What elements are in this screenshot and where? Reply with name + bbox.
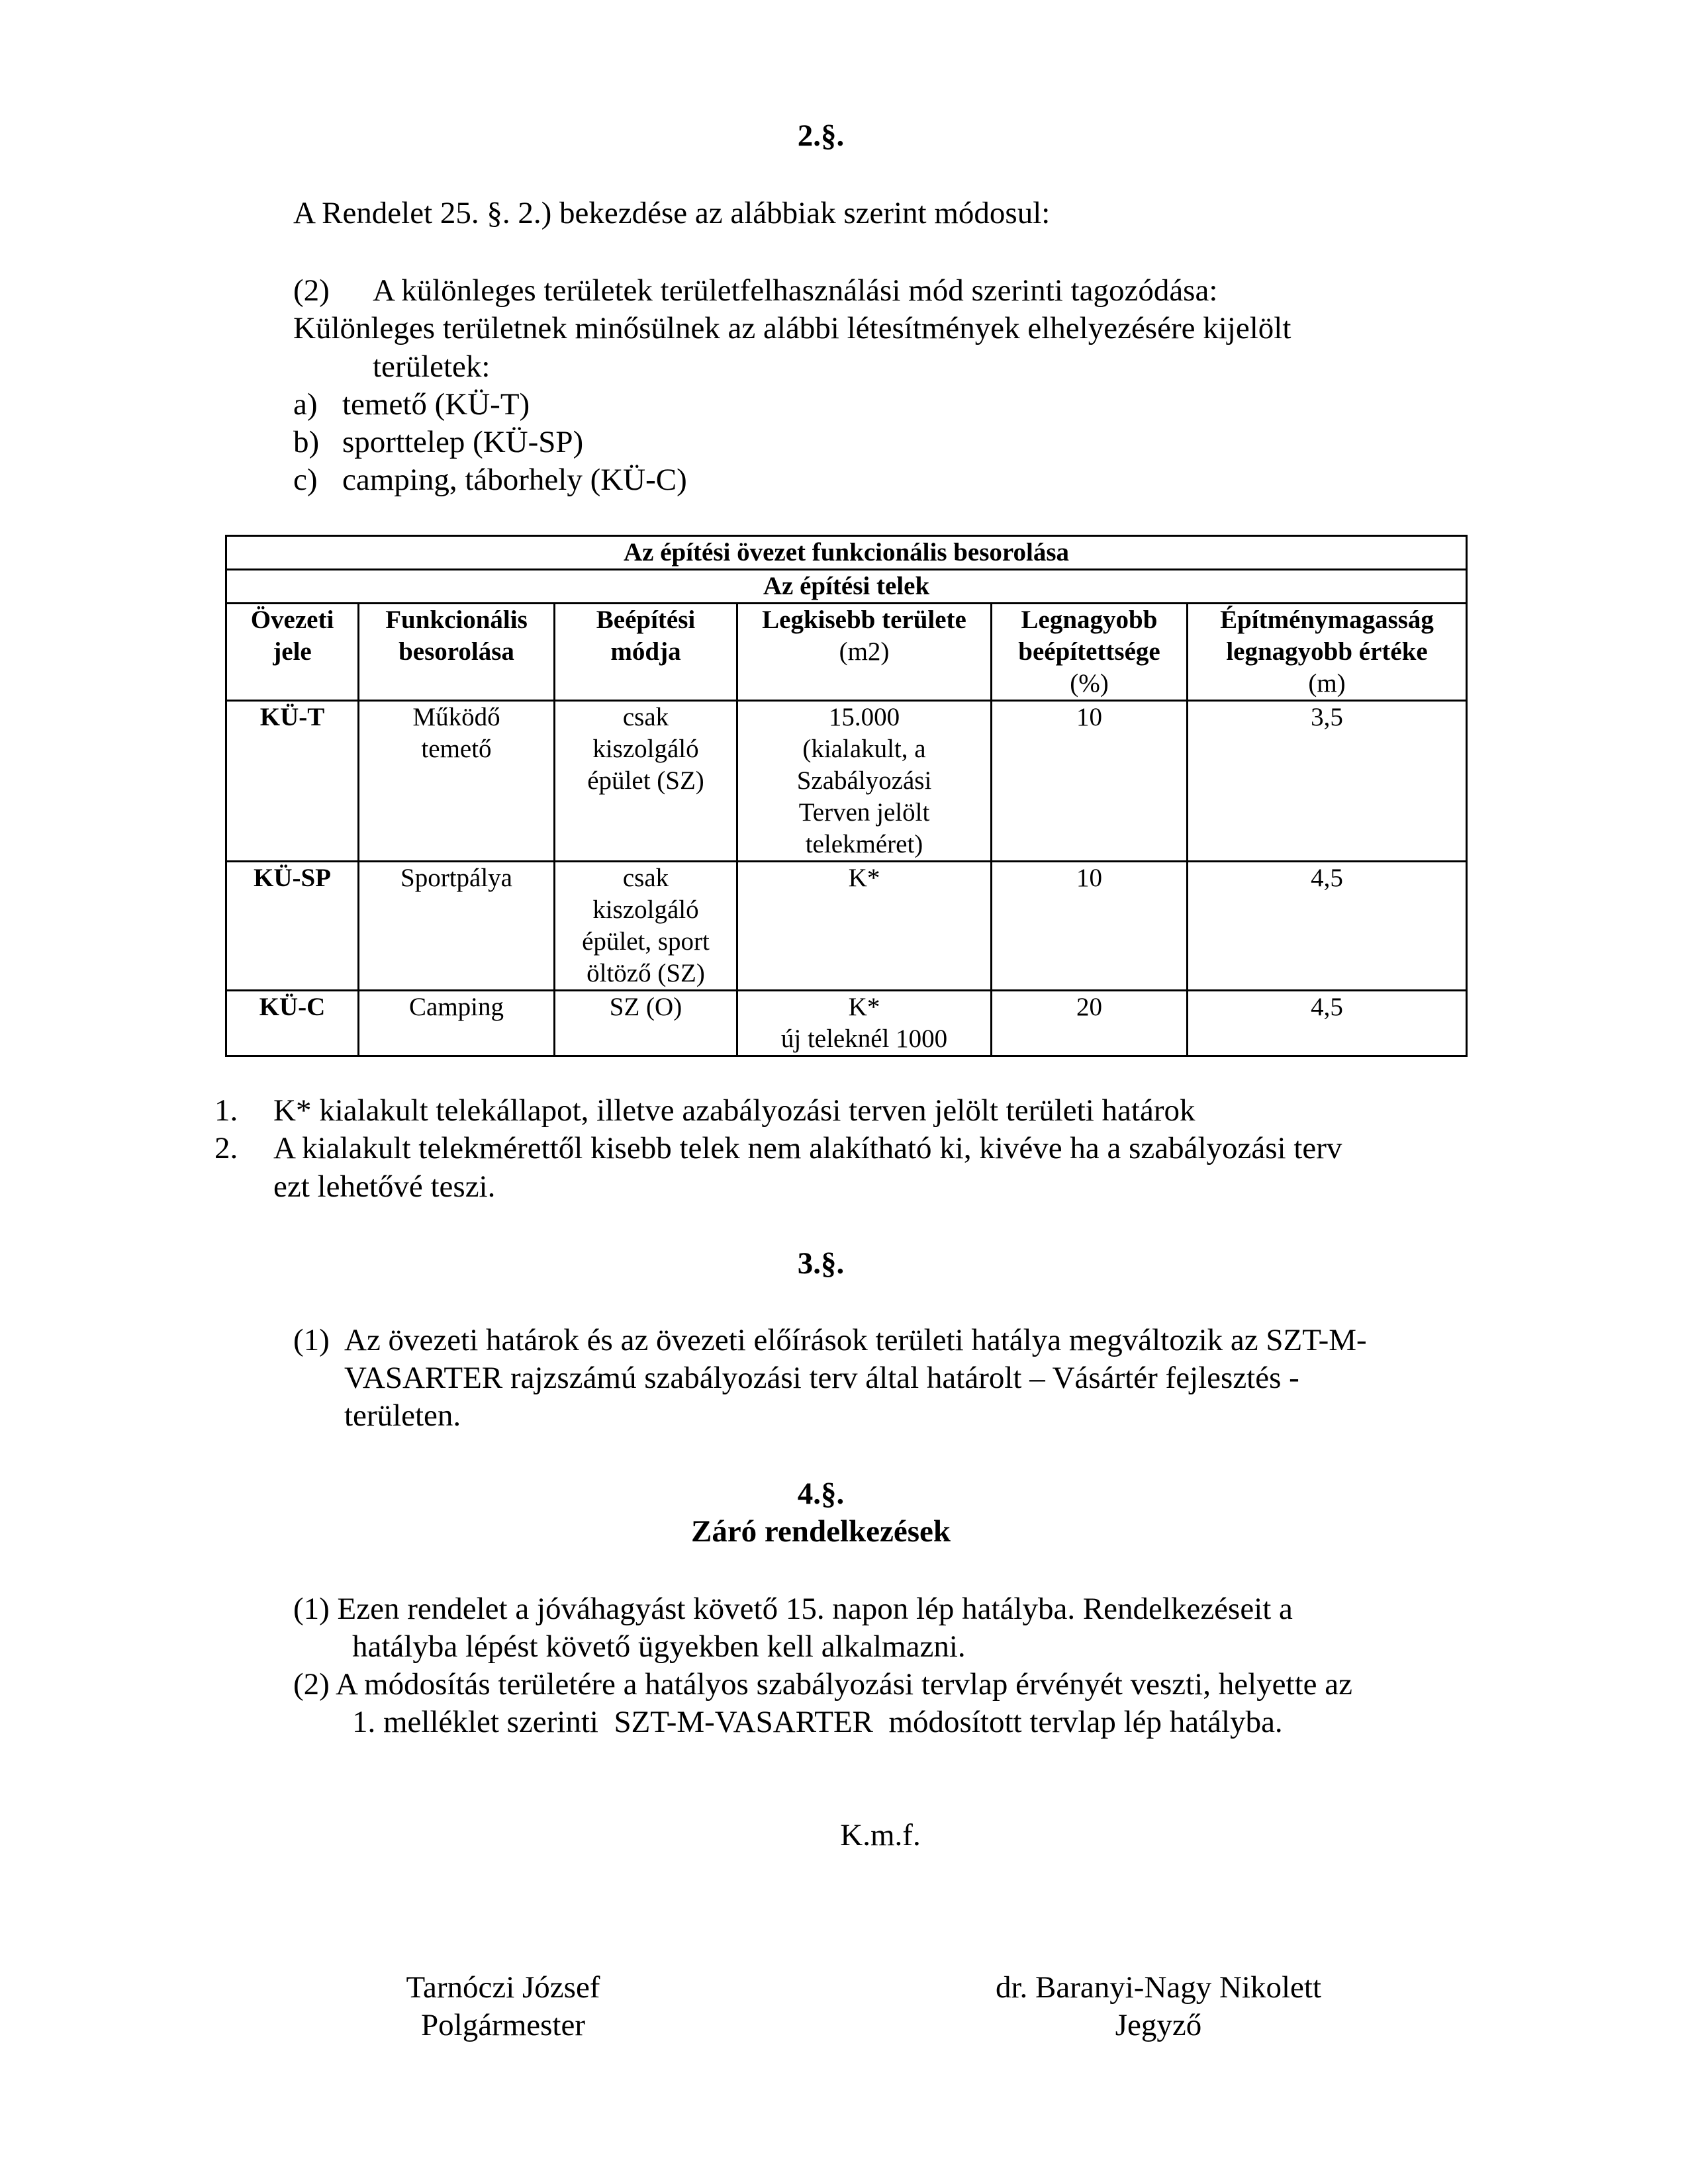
min-area-cell: K* [737, 862, 992, 991]
paragraph-number: (2) [293, 273, 330, 308]
list-item: temető (KÜ-T) [342, 387, 530, 422]
coverage-cell: 20 [992, 991, 1188, 1056]
table-row [226, 862, 1467, 991]
paragraph-text: A különleges területek területfelhasználási mód szerinti tagozódása: [373, 273, 1218, 308]
note-text: A kialakult telekmérettől kisebb telek nem alakítható ki, kivéve ha a szabályozási terv [273, 1131, 1342, 1165]
section-3-text: területen. [344, 1398, 461, 1433]
building-mode-cell: csak kiszolgáló épület, sport öltöző (SZ) [555, 862, 737, 991]
paragraph-line-2: Különleges területnek minősülnek az alábbi létesítmények elhelyezésére kijelölt [293, 311, 1291, 345]
signature-name-mayor: Tarnóczi József [406, 1970, 600, 2005]
section-4-paragraph-1: (1) Ezen rendelet a jóváhagyást követő 15. napon lép hatályba. Rendelkezéseit a [293, 1592, 1293, 1626]
section-3-text: VASARTER rajzszámú szabályozási terv által határolt – Vásártér fejlesztés - [344, 1361, 1299, 1395]
table-row [226, 991, 1467, 1056]
column-header-max-coverage: Legnagyobb beépítettsége (%) [992, 604, 1188, 701]
coverage-cell: 10 [992, 862, 1188, 991]
signature-name-notary: dr. Baranyi-Nagy Nikolett [995, 1970, 1322, 2005]
section-3-heading: 3.§. [797, 1246, 845, 1281]
height-cell: 4,5 [1188, 862, 1467, 991]
zone-code: KÜ-T [226, 701, 359, 862]
function-cell: Camping [359, 991, 555, 1056]
section-4-title: Záró rendelkezések [690, 1514, 951, 1549]
signature-role-notary: Jegyző [1115, 2008, 1202, 2042]
min-area-cell: 15.000 (kialakult, a Szabályozási Terven jelölt telekméret) [737, 701, 992, 862]
section-2-heading: 2.§. [797, 118, 845, 153]
section-4-paragraph-2: (2) A módosítás területére a hatályos szabályozási tervlap érvényét veszti, helyette az [293, 1667, 1352, 1702]
note-text-continued: ezt lehetővé teszi. [273, 1169, 496, 1204]
note-number: 2. [214, 1131, 238, 1165]
list-item-marker: a) [293, 387, 318, 422]
note-text: K* kialakult telekállapot, illetve azabályozási terven jelölt területi határok [273, 1093, 1196, 1128]
kmf-label: K.m.f. [840, 1818, 921, 1852]
list-item: camping, táborhely (KÜ-C) [342, 463, 687, 497]
height-cell: 3,5 [1188, 701, 1467, 862]
column-header-min-area: Legkisebb területe (m2) [737, 604, 992, 701]
list-item-marker: b) [293, 425, 320, 459]
column-header-function: Funkcionális besorolása [359, 604, 555, 701]
section-3-number: (1) [293, 1323, 330, 1357]
function-cell: Sportpálya [359, 862, 555, 991]
building-mode-cell: csak kiszolgáló épület (SZ) [555, 701, 737, 862]
table-row [226, 701, 1467, 862]
section-4-heading: 4.§. [797, 1477, 845, 1511]
min-area-cell: K* új teleknél 1000 [737, 991, 992, 1056]
coverage-cell: 10 [992, 701, 1188, 862]
section-4-paragraph-1-continued: hatályba lépést követő ügyekben kell alkalmazni. [352, 1629, 966, 1664]
table-header-row [226, 604, 1467, 701]
list-item-marker: c) [293, 463, 318, 497]
column-header-building-mode: Beépítési módja [555, 604, 737, 701]
column-header-zone: Övezeti jele [226, 604, 359, 701]
signature-role-mayor: Polgármester [421, 2008, 585, 2042]
zone-code: KÜ-C [226, 991, 359, 1056]
column-header-max-height: Építménymagasság legnagyobb értéke (m) [1188, 604, 1467, 701]
section-3-text: Az övezeti határok és az övezeti előírások területi hatálya megváltozik az SZT-M- [344, 1323, 1367, 1357]
building-mode-cell: SZ (O) [555, 991, 737, 1056]
zone-code: KÜ-SP [226, 862, 359, 991]
note-number: 1. [214, 1093, 238, 1128]
height-cell: 4,5 [1188, 991, 1467, 1056]
section-4-paragraph-2-continued: 1. melléklet szerinti SZT-M-VASARTER módosított tervlap lép hatályba. [352, 1705, 1283, 1739]
table-subtitle: Az építési telek [226, 570, 1467, 604]
zoning-table [225, 535, 1468, 1057]
function-cell: Működő temető [359, 701, 555, 862]
paragraph-line-3: területek: [373, 349, 491, 384]
section-2-intro: A Rendelet 25. §. 2.) bekezdése az alábbiak szerint módosul: [293, 196, 1051, 230]
table-title: Az építési övezet funkcionális besorolása [226, 536, 1467, 570]
list-item: sporttelep (KÜ-SP) [342, 425, 584, 459]
